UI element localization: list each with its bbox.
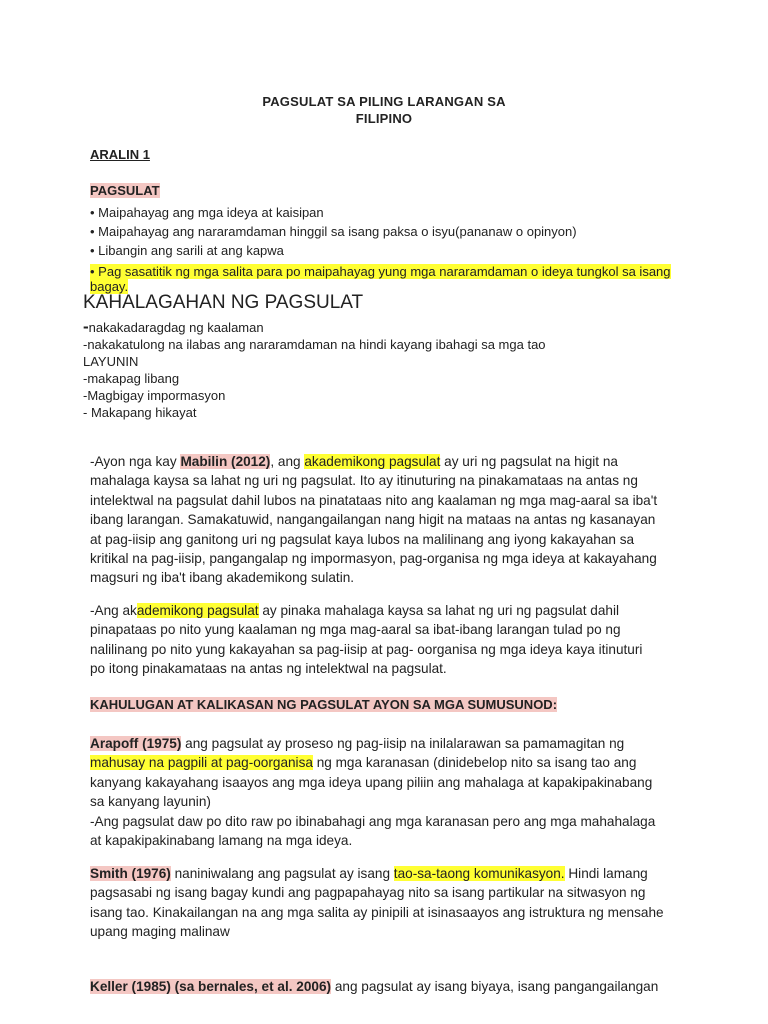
- text-run: -Ang ak: [90, 603, 137, 618]
- paragraph-line: [90, 753, 690, 772]
- highlight-mahusay-na-pagpili: mahusay na pagpili at pag-oorganisa: [90, 755, 313, 771]
- kahulugan-heading: [90, 697, 557, 712]
- paragraph-line: -Ang pagsulat daw po dito raw po ibinabahagi ang mga karanasan pero ang mga mahahalaga: [90, 813, 656, 829]
- text-run: Hindi lamang: [564, 866, 648, 881]
- dash-mark: -: [83, 317, 89, 336]
- bullet-item: • Maipahayag ang nararamdaman hinggil sa isang paksa o isyu(pananaw o opinyon): [90, 224, 577, 239]
- paragraph-line: kritikal na pag-iisip, pangangalap ng impormasyon, pag-organisa ng mga ideya at kakayahang: [90, 551, 657, 567]
- paragraph-line: pagsasabi ng isang bagay kundi ang pagpapahayag nito sa isang partikular na sitwasyon ng: [90, 885, 646, 901]
- bullet-item: • Libangin ang sarili at ang kapwa: [90, 243, 284, 258]
- pagsulat-heading-text: PAGSULAT: [90, 183, 160, 198]
- text-run: ay uri ng pagsulat na higit na: [440, 454, 618, 469]
- kahalagahan-item-2: -nakakatulong na ilabas ang nararamdaman na hindi kayang ibahagi sa mga tao: [83, 337, 546, 352]
- text-run: naniniwalang ang pagsulat ay isang: [170, 866, 394, 881]
- text-run: -Ayon nga kay: [90, 454, 181, 469]
- text-run: ang pagsulat ay isang biyaya, isang pangangailangan: [331, 979, 659, 994]
- kahalagahan-heading: KAHALAGAHAN NG PAGSULAT: [83, 292, 364, 313]
- paragraph-line: sa kanyang layunin): [90, 794, 211, 810]
- paragraph-line: magsuri ng iba't ibang akademikong sulatin.: [90, 570, 355, 586]
- paragraph-line: at kapakipakinabang lamang na mga ideya.: [90, 833, 353, 849]
- aralin-heading: ARALIN 1: [90, 147, 150, 162]
- bullet-item: • Maipahayag ang mga ideya at kaisipan: [90, 205, 324, 220]
- paragraph-line: kanyang kakayahang isaayos ang mga ideya upang piliin ang mahalaga at kapakipakinabang: [90, 774, 653, 790]
- highlight-tao-sa-taong: tao-sa-taong komunikasyon.: [393, 866, 565, 881]
- paragraph-line: intelektwal na pagsulat dahil lubos na pinatataas nito ang kaalaman ng mga mag-aaral sa iba't: [90, 492, 658, 508]
- title-line-1: PAGSULAT SA PILING LARANGAN SA: [262, 94, 506, 109]
- layunin-label: LAYUNIN: [83, 354, 139, 369]
- paragraph-line: [90, 452, 690, 471]
- highlighted-bullet-line-1: • Pag sasatitik ng mga salita para po maipahayag yung mga nararamdaman o ideya tungkol sa isang: [90, 264, 671, 279]
- citation-mabilin: Mabilin (2012): [180, 454, 271, 469]
- paragraph-line: [90, 601, 690, 620]
- layunin-item-1: -makapag libang: [83, 371, 180, 386]
- pagsulat-bullet-list: [90, 203, 671, 294]
- text-run: ay pinaka mahalaga kaysa sa lahat ng uri ng pagsulat dahil: [258, 603, 620, 618]
- highlight-akademikong-pagsulat: akademikong pagsulat: [304, 454, 441, 469]
- paragraph-line: nalilinang po nito yung kakayahan sa pag-iisip at pag- oorganisa ng mga ideya kaya itinuturi: [90, 641, 643, 657]
- keller-paragraph: [90, 977, 690, 996]
- mabilin-paragraph: [90, 452, 690, 588]
- layunin-item-2: -Magbigay impormasyon: [83, 388, 226, 403]
- akademiko-paragraph: [90, 601, 690, 679]
- highlighted-bullet: [90, 264, 671, 294]
- document-title: [0, 93, 768, 127]
- smith-paragraph: [90, 864, 690, 942]
- paragraph-line: upang maging malinaw: [90, 924, 230, 940]
- paragraph-line: ibang larangan. Samakatuwid, nangangailangan nang higit na mataas na antas ng kasanayan: [90, 512, 656, 528]
- paragraph-line: [90, 734, 690, 753]
- pagsulat-heading: [90, 183, 160, 198]
- citation-keller: Keller (1985) (sa bernales, et al. 2006): [90, 979, 332, 994]
- kahalagahan-item-1-text: nakakadaragdag ng kaalaman: [88, 320, 264, 335]
- citation-smith: Smith (1976): [90, 866, 171, 881]
- paragraph-line: [90, 864, 690, 883]
- citation-arapoff: Arapoff (1975): [90, 736, 182, 751]
- arapoff-paragraph: [90, 734, 690, 850]
- kahalagahan-item-1: [83, 318, 546, 336]
- layunin-item-3: - Makapang hikayat: [83, 405, 197, 420]
- paragraph-line: po itong pinakamataas na antas ng intelektwal na pagsulat.: [90, 661, 447, 677]
- text-run: , ang: [270, 454, 305, 469]
- paragraph-line: at pag-iisip ang ganitong uri ng pagsulat kaya lubos na malilinang ang iyong kakayahan sa: [90, 531, 635, 547]
- paragraph-line: isang tao. Kinakailangan na ang mga salita ay pinipili at isinasaayos ang istruktura ng mensahe: [90, 904, 664, 920]
- text-run: ng mga karanasan (dinidebelop nito sa isang tao ang: [312, 755, 637, 771]
- paragraph-line: pinapataas po nito yung kaalaman ng mga mag-aaral sa ibat-ibang larangan tulad po ng: [90, 622, 621, 638]
- highlighted-bullet-line-2: bagay.: [90, 279, 129, 294]
- kahalagahan-list: [83, 318, 546, 421]
- highlight-ademikong-pagsulat: ademikong pagsulat: [136, 603, 259, 618]
- paragraph-line: [90, 977, 690, 996]
- text-run: ang pagsulat ay proseso ng pag-iisip na inilalarawan sa pamamagitan ng: [181, 736, 625, 751]
- kahulugan-heading-text: KAHULUGAN AT KALIKASAN NG PAGSULAT AYON SA MGA SUMUSUNOD:: [90, 697, 558, 712]
- title-line-2: FILIPINO: [355, 111, 413, 126]
- paragraph-line: mahalaga kaysa sa lahat ng uri ng pagsulat. Ito ay itinuturing na pinakamataas na antas ng: [90, 473, 638, 489]
